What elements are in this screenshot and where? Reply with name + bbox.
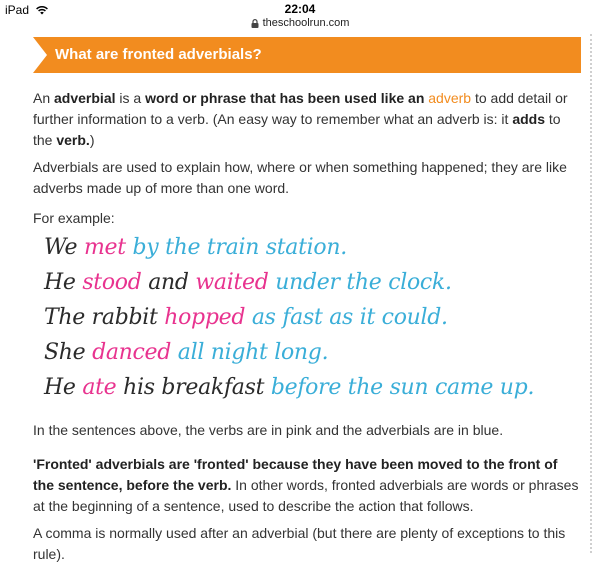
plain-words: We — [44, 235, 84, 260]
verb-word: danced — [92, 340, 172, 365]
plain-words: and — [141, 270, 196, 295]
example-sentences — [33, 230, 535, 410]
page-edge-divider — [590, 34, 592, 553]
plain-words: He — [44, 375, 83, 400]
paragraph-explanation: Adverbials are used to explain how, where or when something happened; they are like adverbs made up of more than one word. — [33, 159, 567, 196]
section-banner — [33, 37, 581, 73]
adverbial-phrase: as fast as it could. — [251, 305, 448, 330]
paragraph-comma-rule: A comma is normally used after an adverbial (but there are plenty of exceptions to this rule). — [33, 525, 566, 562]
banner-notch — [33, 37, 47, 73]
device-name: iPad — [5, 3, 30, 17]
bold-word: verb. — [56, 132, 90, 148]
example-sentence — [44, 305, 448, 330]
paragraph-fronted-definition — [33, 454, 581, 517]
example-sentence — [44, 375, 534, 400]
paragraph-for-example: For example: — [33, 210, 115, 226]
adverbial-phrase: under the clock. — [275, 270, 452, 295]
address-bar[interactable] — [0, 17, 600, 29]
text: is a — [115, 90, 146, 106]
text: In other words, fronted adverbials are words or phrases at the beginning of a sentence, used to describe the action that follows. — [33, 477, 579, 514]
text: to add detail or further information to a verb. (An easy way to remember what an adverb is: it — [33, 90, 568, 127]
verb-word: ate — [82, 375, 117, 400]
plain-words: He — [44, 270, 83, 295]
url-text[interactable]: theschoolrun.com — [262, 17, 350, 29]
plain-words: The rabbit — [44, 305, 165, 330]
plain-words: She — [44, 340, 93, 365]
paragraph-colour-key: In the sentences above, the verbs are in pink and the adverbials are in blue. — [33, 422, 504, 438]
verb-word: hopped — [164, 305, 246, 330]
text: ) — [89, 132, 95, 148]
example-sentence — [44, 270, 452, 295]
bold-phrase: word or phrase that has been used like an — [145, 90, 425, 106]
plain-words: his breakfast — [116, 375, 271, 400]
status-bar — [0, 0, 600, 34]
clock: 22:04 — [284, 2, 316, 16]
plain-words — [171, 340, 178, 365]
example-sentence — [44, 340, 328, 365]
adverbial-phrase: before the sun came up. — [270, 375, 535, 400]
plain-words — [245, 305, 252, 330]
example-sentence — [44, 235, 347, 260]
verb-word: stood — [82, 270, 142, 295]
verb-word: met — [83, 235, 126, 260]
bold-term: adverbial — [54, 90, 116, 106]
status-center — [0, 2, 600, 29]
bold-sentence: 'Fronted' adverbials are 'fronted' because they have been moved to the front of the sentence, before the verb. — [33, 456, 558, 493]
verb-word: waited — [195, 270, 269, 295]
lock-icon — [251, 19, 259, 28]
adverbial-phrase: all night long. — [177, 340, 329, 365]
section-title: What are fronted adverbials? — [55, 46, 262, 63]
bold-word: adds — [512, 111, 546, 127]
text: An — [33, 90, 55, 106]
article-content — [0, 34, 585, 562]
text: to the — [33, 111, 561, 148]
paragraph-definition — [33, 88, 581, 151]
adverbial-phrase: by the train station. — [132, 235, 347, 260]
adverb-link[interactable]: adverb — [428, 90, 472, 106]
